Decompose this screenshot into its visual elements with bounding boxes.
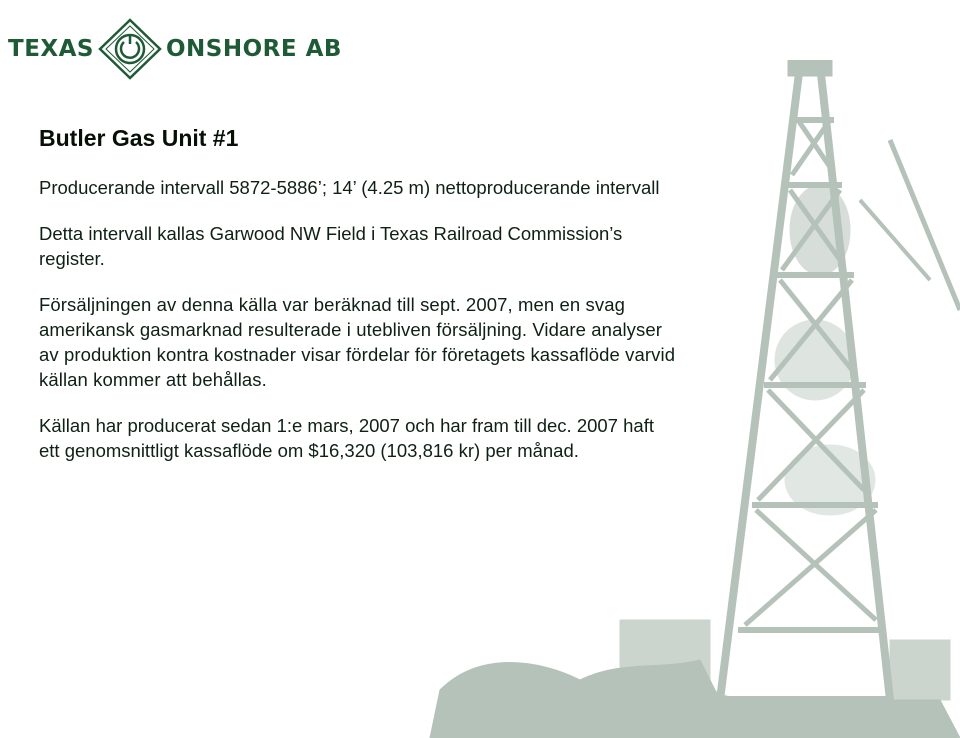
company-logo [8, 18, 342, 80]
paragraph-cashflow: Källan har producerat sedan 1:e mars, 2007 och har fram till dec. 2007 haft ett genomsnittligt kassaflöde om $16,320 (103,816 kr) per månad. [39, 415, 654, 461]
paragraph-sales: Försäljningen av denna källa var beräknad till sept. 2007, men en svag amerikansk gasmarknad resulterade i utebliven försäljning. Vidare analyser av produktion kontra kostnader visar fördelar för företagets kassaflöde varvid källan kommer att behållas. [39, 294, 676, 390]
logo-text-left: TEXAS [8, 36, 94, 62]
paragraph-interval: Producerande intervall 5872-5886’; 14’ (4.25 m) nettoproducerande intervall [39, 177, 660, 198]
diamond-circle-logo-icon [98, 18, 162, 80]
paragraph-field-name: Detta intervall kallas Garwood NW Field i Texas Railroad Commission’s register. [39, 223, 623, 269]
page-title: Butler Gas Unit #1 [39, 125, 239, 151]
logo-text-right: ONSHORE AB [166, 36, 342, 62]
content-area [39, 124, 679, 463]
